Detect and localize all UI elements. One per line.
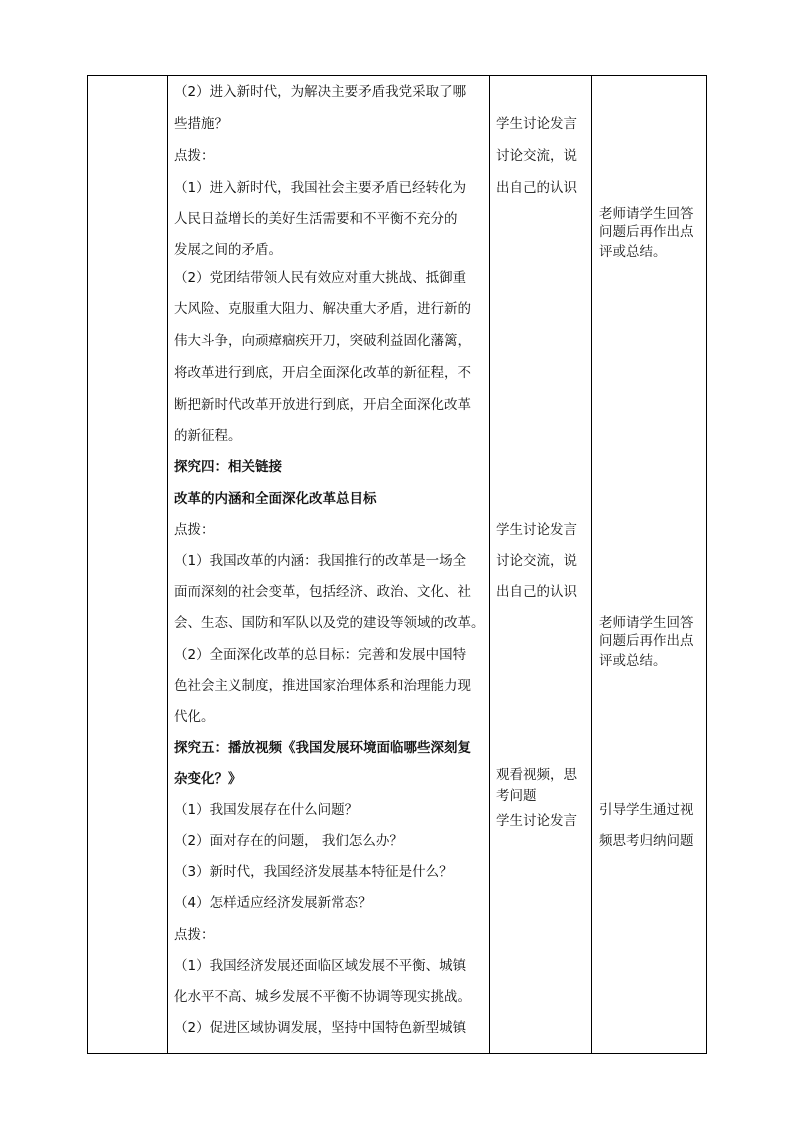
content-line: （4）怎样适应经济发展新常态？ (174, 895, 372, 911)
content-line: （1）我国改革的内涵：我国推行的改革是一场全 (174, 553, 467, 569)
content-line: 点拨： (174, 927, 215, 943)
content-line: 伟大斗争，向顽瘴痼疾开刀，突破利益固化藩篱， (174, 333, 471, 349)
teacher-intent-text: 老师请学生回答 (599, 615, 694, 631)
teacher-intent-text: 问题后再作出点 (599, 224, 694, 240)
student-activity-text: 出自己的认识 (496, 180, 577, 196)
content-line: 会、生态、国防和军队以及党的建设等领域的改革。 (174, 615, 485, 631)
student-activity-text: 学生讨论发言 (496, 116, 577, 132)
content-line: （1）我国经济发展还面临区域发展不平衡、城镇 (174, 958, 467, 974)
content-line: （2）面对存在的问题， 我们怎么办？ (174, 833, 403, 849)
section-subheading: 改革的内涵和全面深化改革总目标 (174, 491, 377, 507)
student-activity-text: 学生讨论发言 (496, 813, 577, 829)
content-line: （1）我国发展存在什么问题？ (174, 802, 359, 818)
section-heading: 探究五：播放视频《我国发展环境面临哪些深刻复 (174, 740, 471, 756)
section-heading: 杂变化？》 (174, 771, 242, 787)
content-line: 色社会主义制度，推进国家治理体系和治理能力现 (174, 678, 471, 694)
teacher-intent-text: 引导学生通过视 (599, 802, 694, 818)
teacher-intent-text: 问题后再作出点 (599, 633, 694, 649)
content-line: 人民日益增长的美好生活需要和不平衡不充分的 (174, 211, 458, 227)
content-line: （2）党团结带领人民有效应对重大挑战、抵御重 (174, 270, 467, 286)
content-line: 代化。 (174, 709, 215, 725)
content-line: 断把新时代改革开放进行到底，开启全面深化改革 (174, 397, 471, 413)
content-line: 点拨： (174, 148, 215, 164)
table-border-left (87, 75, 88, 1054)
content-line: 化水平不高、城乡发展不平衡不协调等现实挑战。 (174, 989, 471, 1005)
table-border-col1 (167, 75, 168, 1054)
student-activity-text: 观看视频，思 (496, 767, 577, 783)
content-line: （2）进入新时代，为解决主要矛盾我党采取了哪 (174, 84, 467, 100)
content-line: （3）新时代，我国经济发展基本特征是什么？ (174, 864, 453, 880)
content-line: （2）全面深化改革的总目标：完善和发展中国特 (174, 647, 467, 663)
table-top-border (87, 75, 707, 76)
student-activity-text: 学生讨论发言 (496, 522, 577, 538)
content-line: （1）进入新时代，我国社会主要矛盾已经转化为 (174, 180, 467, 196)
teacher-intent-text: 评或总结。 (599, 244, 667, 260)
student-activity-text: 讨论交流，说 (496, 553, 577, 569)
student-activity-text: 出自己的认识 (496, 584, 577, 600)
content-line: 发展之间的矛盾。 (174, 242, 282, 258)
table-border-col2 (489, 75, 490, 1054)
content-line: 大风险、克服重大阻力、解决重大矛盾，进行新的 (174, 301, 471, 317)
student-activity-text: 考问题 (496, 788, 537, 804)
teacher-intent-text: 老师请学生回答 (599, 206, 694, 222)
table-border-right (706, 75, 707, 1054)
table-border-col3 (591, 75, 592, 1054)
table-bottom-border (87, 1053, 707, 1054)
section-heading: 探究四：相关链接 (174, 459, 282, 475)
content-line: （2）促进区域协调发展，坚持中国特色新型城镇 (174, 1020, 467, 1036)
student-activity-text: 讨论交流，说 (496, 148, 577, 164)
content-line: 点拨： (174, 522, 215, 538)
teacher-intent-text: 频思考归纳问题 (599, 833, 694, 849)
content-line: 的新征程。 (174, 428, 242, 444)
content-line: 将改革进行到底，开启全面深化改革的新征程，不 (174, 365, 471, 381)
content-line: 面而深刻的社会变革，包括经济、政治、文化、社 (174, 584, 471, 600)
teacher-intent-text: 评或总结。 (599, 653, 667, 669)
content-line: 些措施？ (174, 116, 228, 132)
